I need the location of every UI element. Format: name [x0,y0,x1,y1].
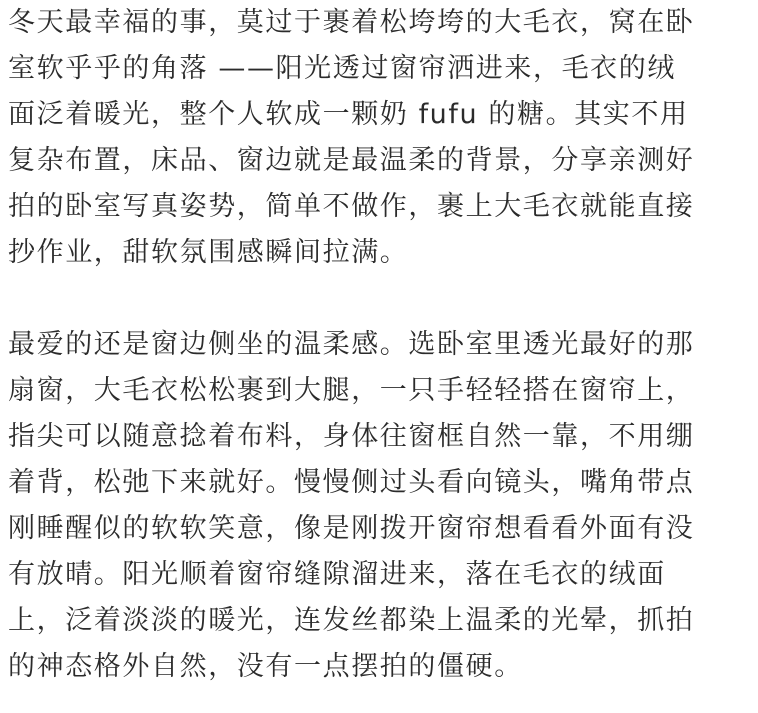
paragraph-line: 冬天最幸福的事，莫过于裹着松垮垮的大毛衣，窝在卧 [8,7,695,38]
paragraph-line: 室软乎乎的角落 ——阳光透过窗帘洒进来，毛衣的绒 [8,53,676,84]
paragraph-line: 上，泛着淡淡的暖光，连发丝都染上温柔的光晕，抓拍 [8,605,695,636]
paragraph-line: 着背，松弛下来就好。慢慢侧过头看向镜头，嘴角带点 [8,467,695,498]
paragraph-line: 复杂布置，床品、窗边就是最温柔的背景，分享亲测好 [8,145,695,176]
paragraph-line: 面泛着暖光，整个人软成一颗奶 fufu 的糖。其实不用 [8,99,689,130]
paragraph-line: 拍的卧室写真姿势，简单不做作，裹上大毛衣就能直接 [8,191,695,222]
paragraph-2 [8,322,753,690]
paragraph-line: 最爱的还是窗边侧坐的温柔感。选卧室里透光最好的那 [8,329,695,360]
paragraph-line: 抄作业，甜软氛围感瞬间拉满。 [8,237,409,268]
paragraph-line: 指尖可以随意捻着布料，身体往窗框自然一靠，不用绷 [8,421,695,452]
paragraph-line: 有放晴。阳光顺着窗帘缝隙溜进来，落在毛衣的绒面 [8,559,666,590]
article-body [8,0,753,690]
paragraph-line: 刚睡醒似的软软笑意，像是刚拨开窗帘想看看外面有没 [8,513,695,544]
paragraph-line: 的神态格外自然，没有一点摆拍的僵硬。 [8,651,523,682]
paragraph-line: 扇窗，大毛衣松松裹到大腿，一只手轻轻搭在窗帘上， [8,375,695,406]
paragraph-1 [8,0,753,276]
